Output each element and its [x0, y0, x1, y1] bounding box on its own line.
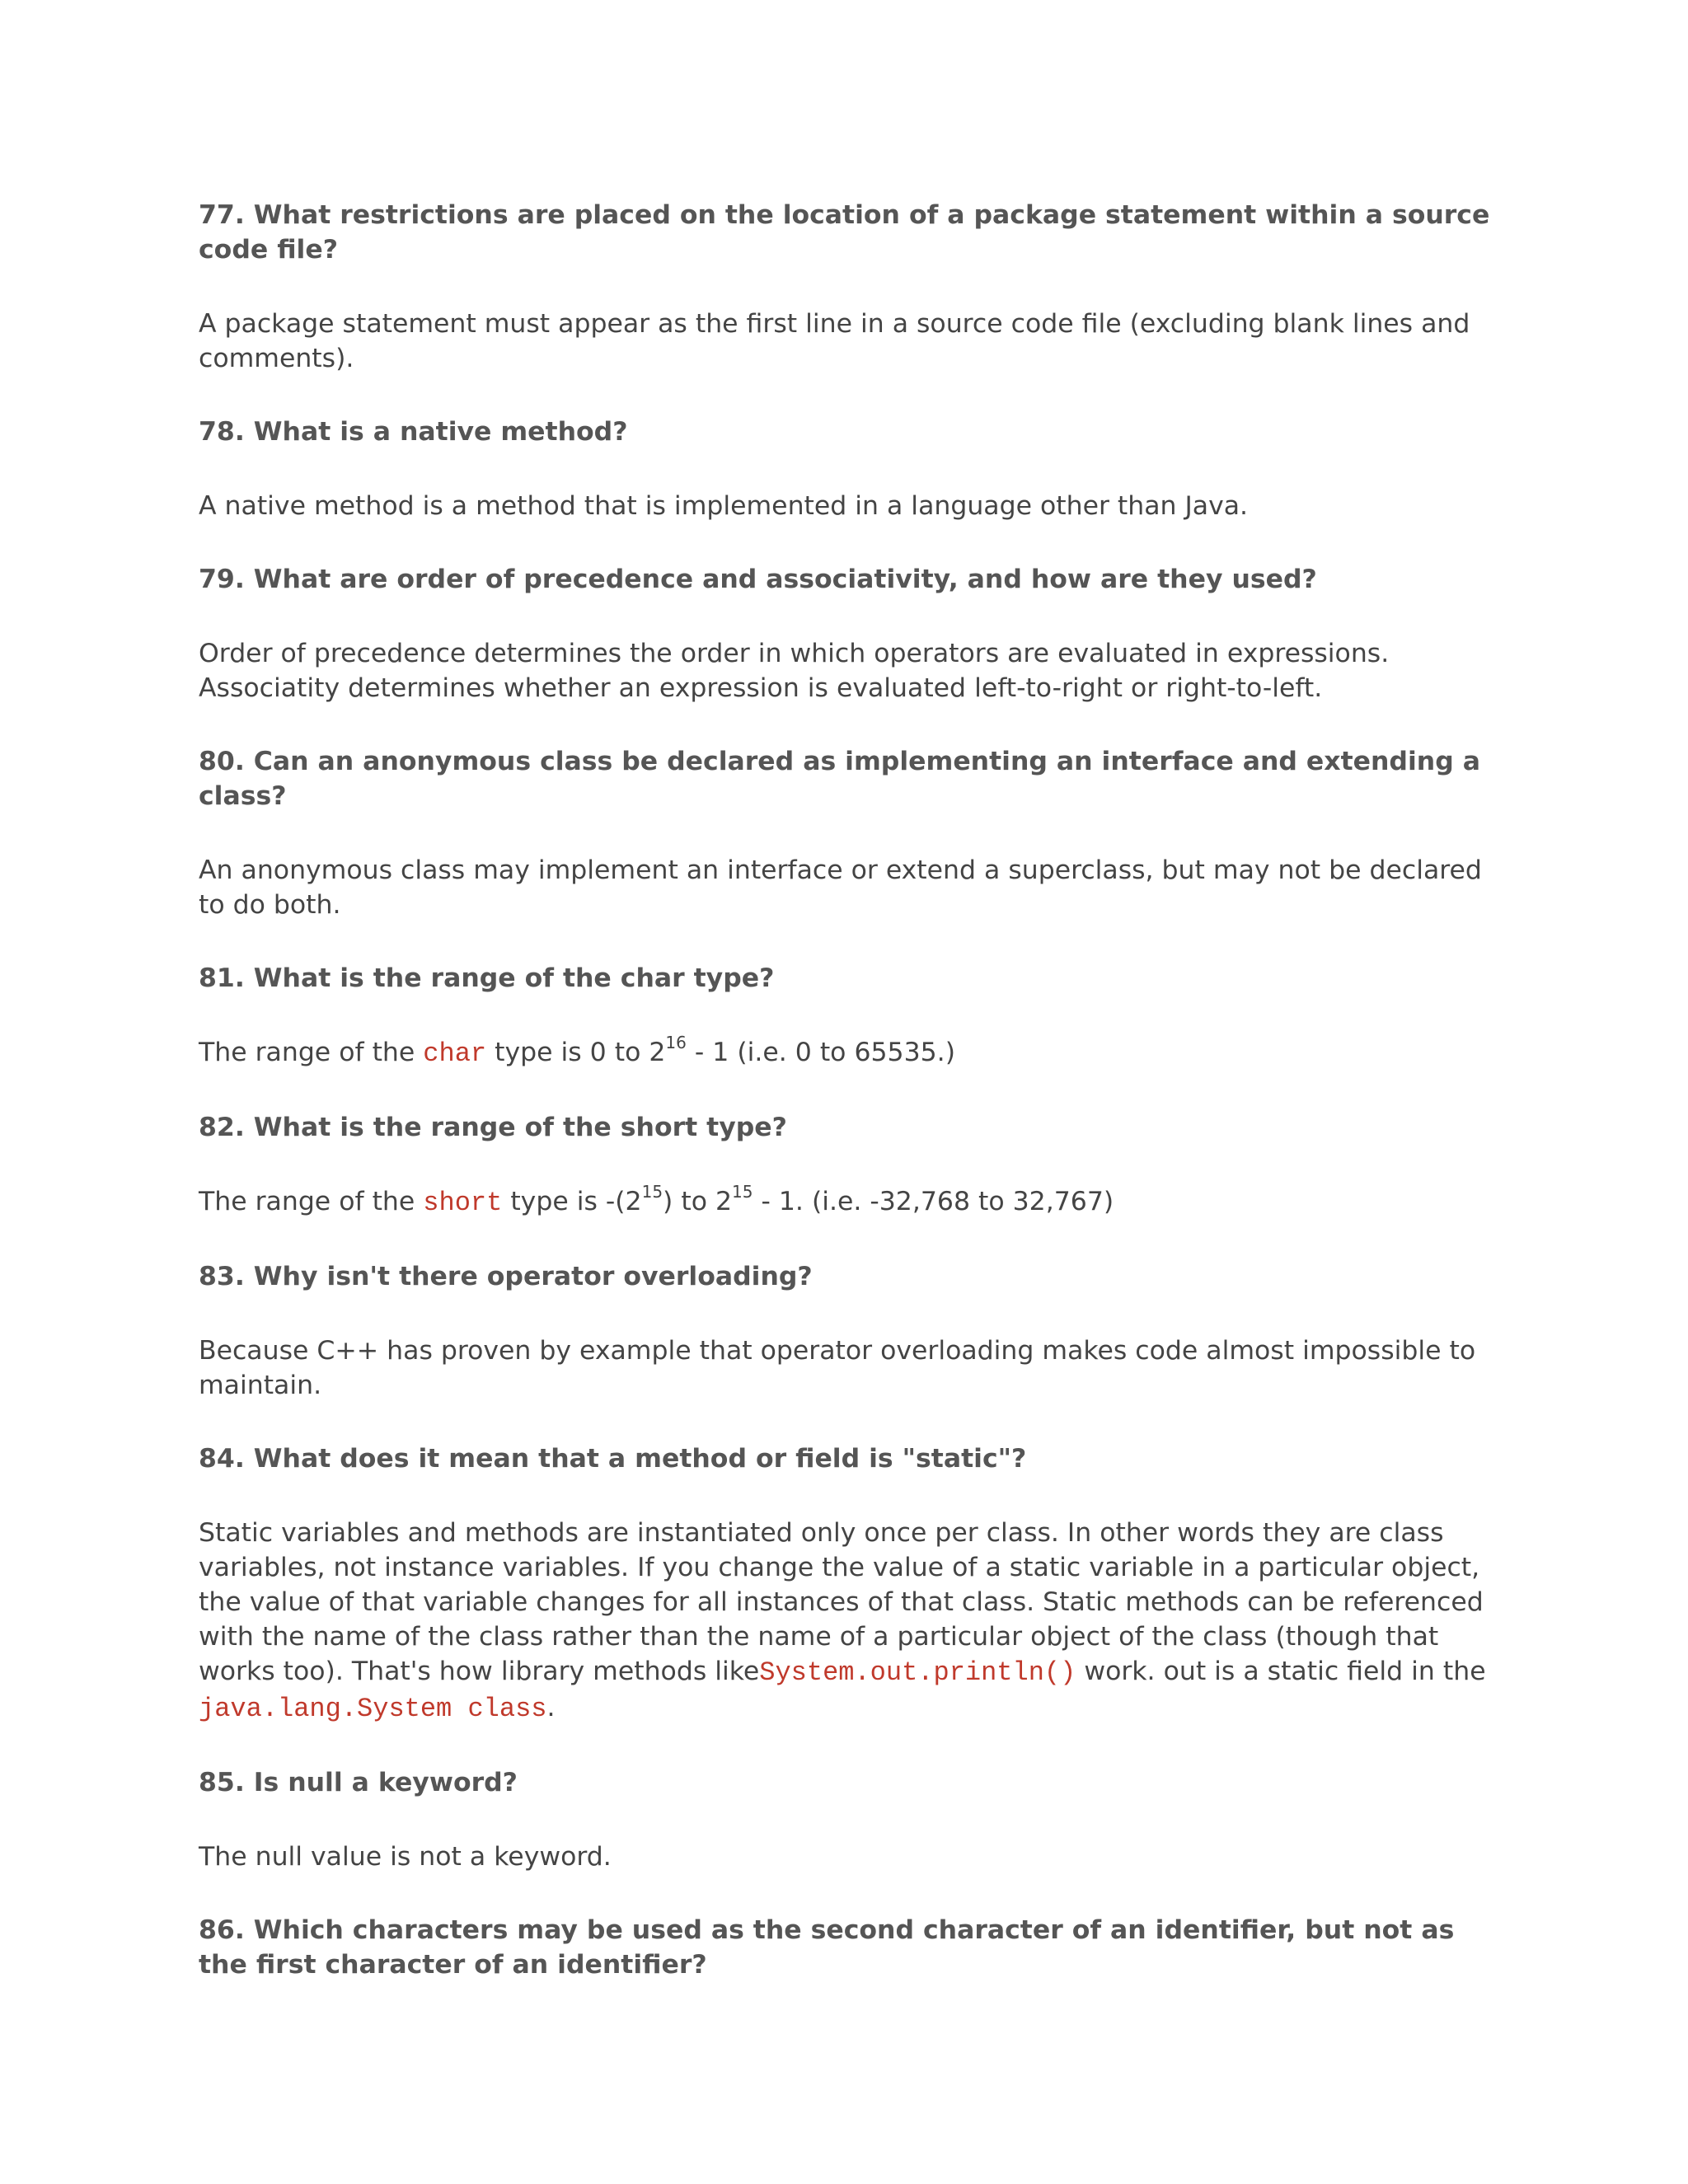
answer-78: A native method is a method that is implemented in a language other than Java.	[199, 491, 1249, 521]
question-80: 80. Can an anonymous class be declared as implementing an interface and extending a class?	[199, 747, 1480, 811]
question-84: 84. What does it mean that a method or field is "static"?	[199, 1444, 1027, 1474]
question-79: 79. What are order of precedence and associativity, and how are they used?	[199, 565, 1317, 594]
code-system-out-println: System.out.println()	[759, 1657, 1076, 1688]
exponent-15-second: 15	[732, 1181, 753, 1202]
answer-84-text-pre: Static variables and methods are instantiated only once per class. In other words they are class variables, not instance variables. If you change the value of a static variable in a particular object, the value of that variable changes for all instances of that class. Static methods can be referenced with the name of the class rather than the name of a particular object of the class (though that works too). That's how library methods like	[199, 1518, 1484, 1686]
answer-77: A package statement must appear as the first line in a source code file (excluding blank lines and comments).	[199, 309, 1470, 373]
answer-84	[199, 1516, 1501, 1727]
answer-82-text-mid: type is -(2	[502, 1187, 642, 1216]
answer-82-text-pre: The range of the	[199, 1187, 424, 1216]
answer-80: An anonymous class may implement an interface or extend a superclass, but may not be declared to do both.	[199, 855, 1482, 920]
question-86: 86. Which characters may be used as the second character of an identifier, but not as the first character of an identifier?	[199, 1915, 1455, 1980]
answer-82-text-post: - 1. (i.e. -32,768 to 32,767)	[753, 1187, 1114, 1216]
question-82: 82. What is the range of the short type?	[199, 1113, 787, 1142]
answer-81-text-post: - 1 (i.e. 0 to 65535.)	[686, 1038, 955, 1067]
answer-81	[199, 1032, 1501, 1071]
answer-81-text-pre: The range of the	[199, 1038, 424, 1067]
exponent-15-first: 15	[641, 1181, 663, 1202]
answer-82	[199, 1181, 1501, 1221]
answer-85: The null value is not a keyword.	[199, 1842, 612, 1872]
code-short: short	[423, 1188, 503, 1218]
question-77: 77. What restrictions are placed on the location of a package statement within a source code file?	[199, 200, 1490, 265]
question-83: 83. Why isn't there operator overloading?	[199, 1262, 813, 1291]
answer-84-text-mid: work. out is a static field in the	[1076, 1657, 1486, 1686]
answer-84-text-post: .	[546, 1693, 556, 1722]
code-char: char	[423, 1038, 487, 1069]
question-81: 81. What is the range of the char type?	[199, 963, 775, 993]
code-java-lang-system: java.lang.System class	[199, 1694, 547, 1724]
answer-79: Order of precedence determines the order in which operators are evaluated in expressions. Associatity determines whether an expression is evaluated left-to-right or right-to-left.	[199, 639, 1390, 703]
question-78: 78. What is a native method?	[199, 417, 628, 447]
answer-83: Because C++ has proven by example that operator overloading makes code almost impossible to maintain.	[199, 1336, 1476, 1400]
document-page	[199, 198, 1501, 2022]
answer-82-text-mid2: ) to 2	[663, 1187, 733, 1216]
question-85: 85. Is null a keyword?	[199, 1768, 518, 1797]
exponent-16: 16	[665, 1032, 687, 1052]
answer-81-text-mid: type is 0 to 2	[486, 1038, 666, 1067]
